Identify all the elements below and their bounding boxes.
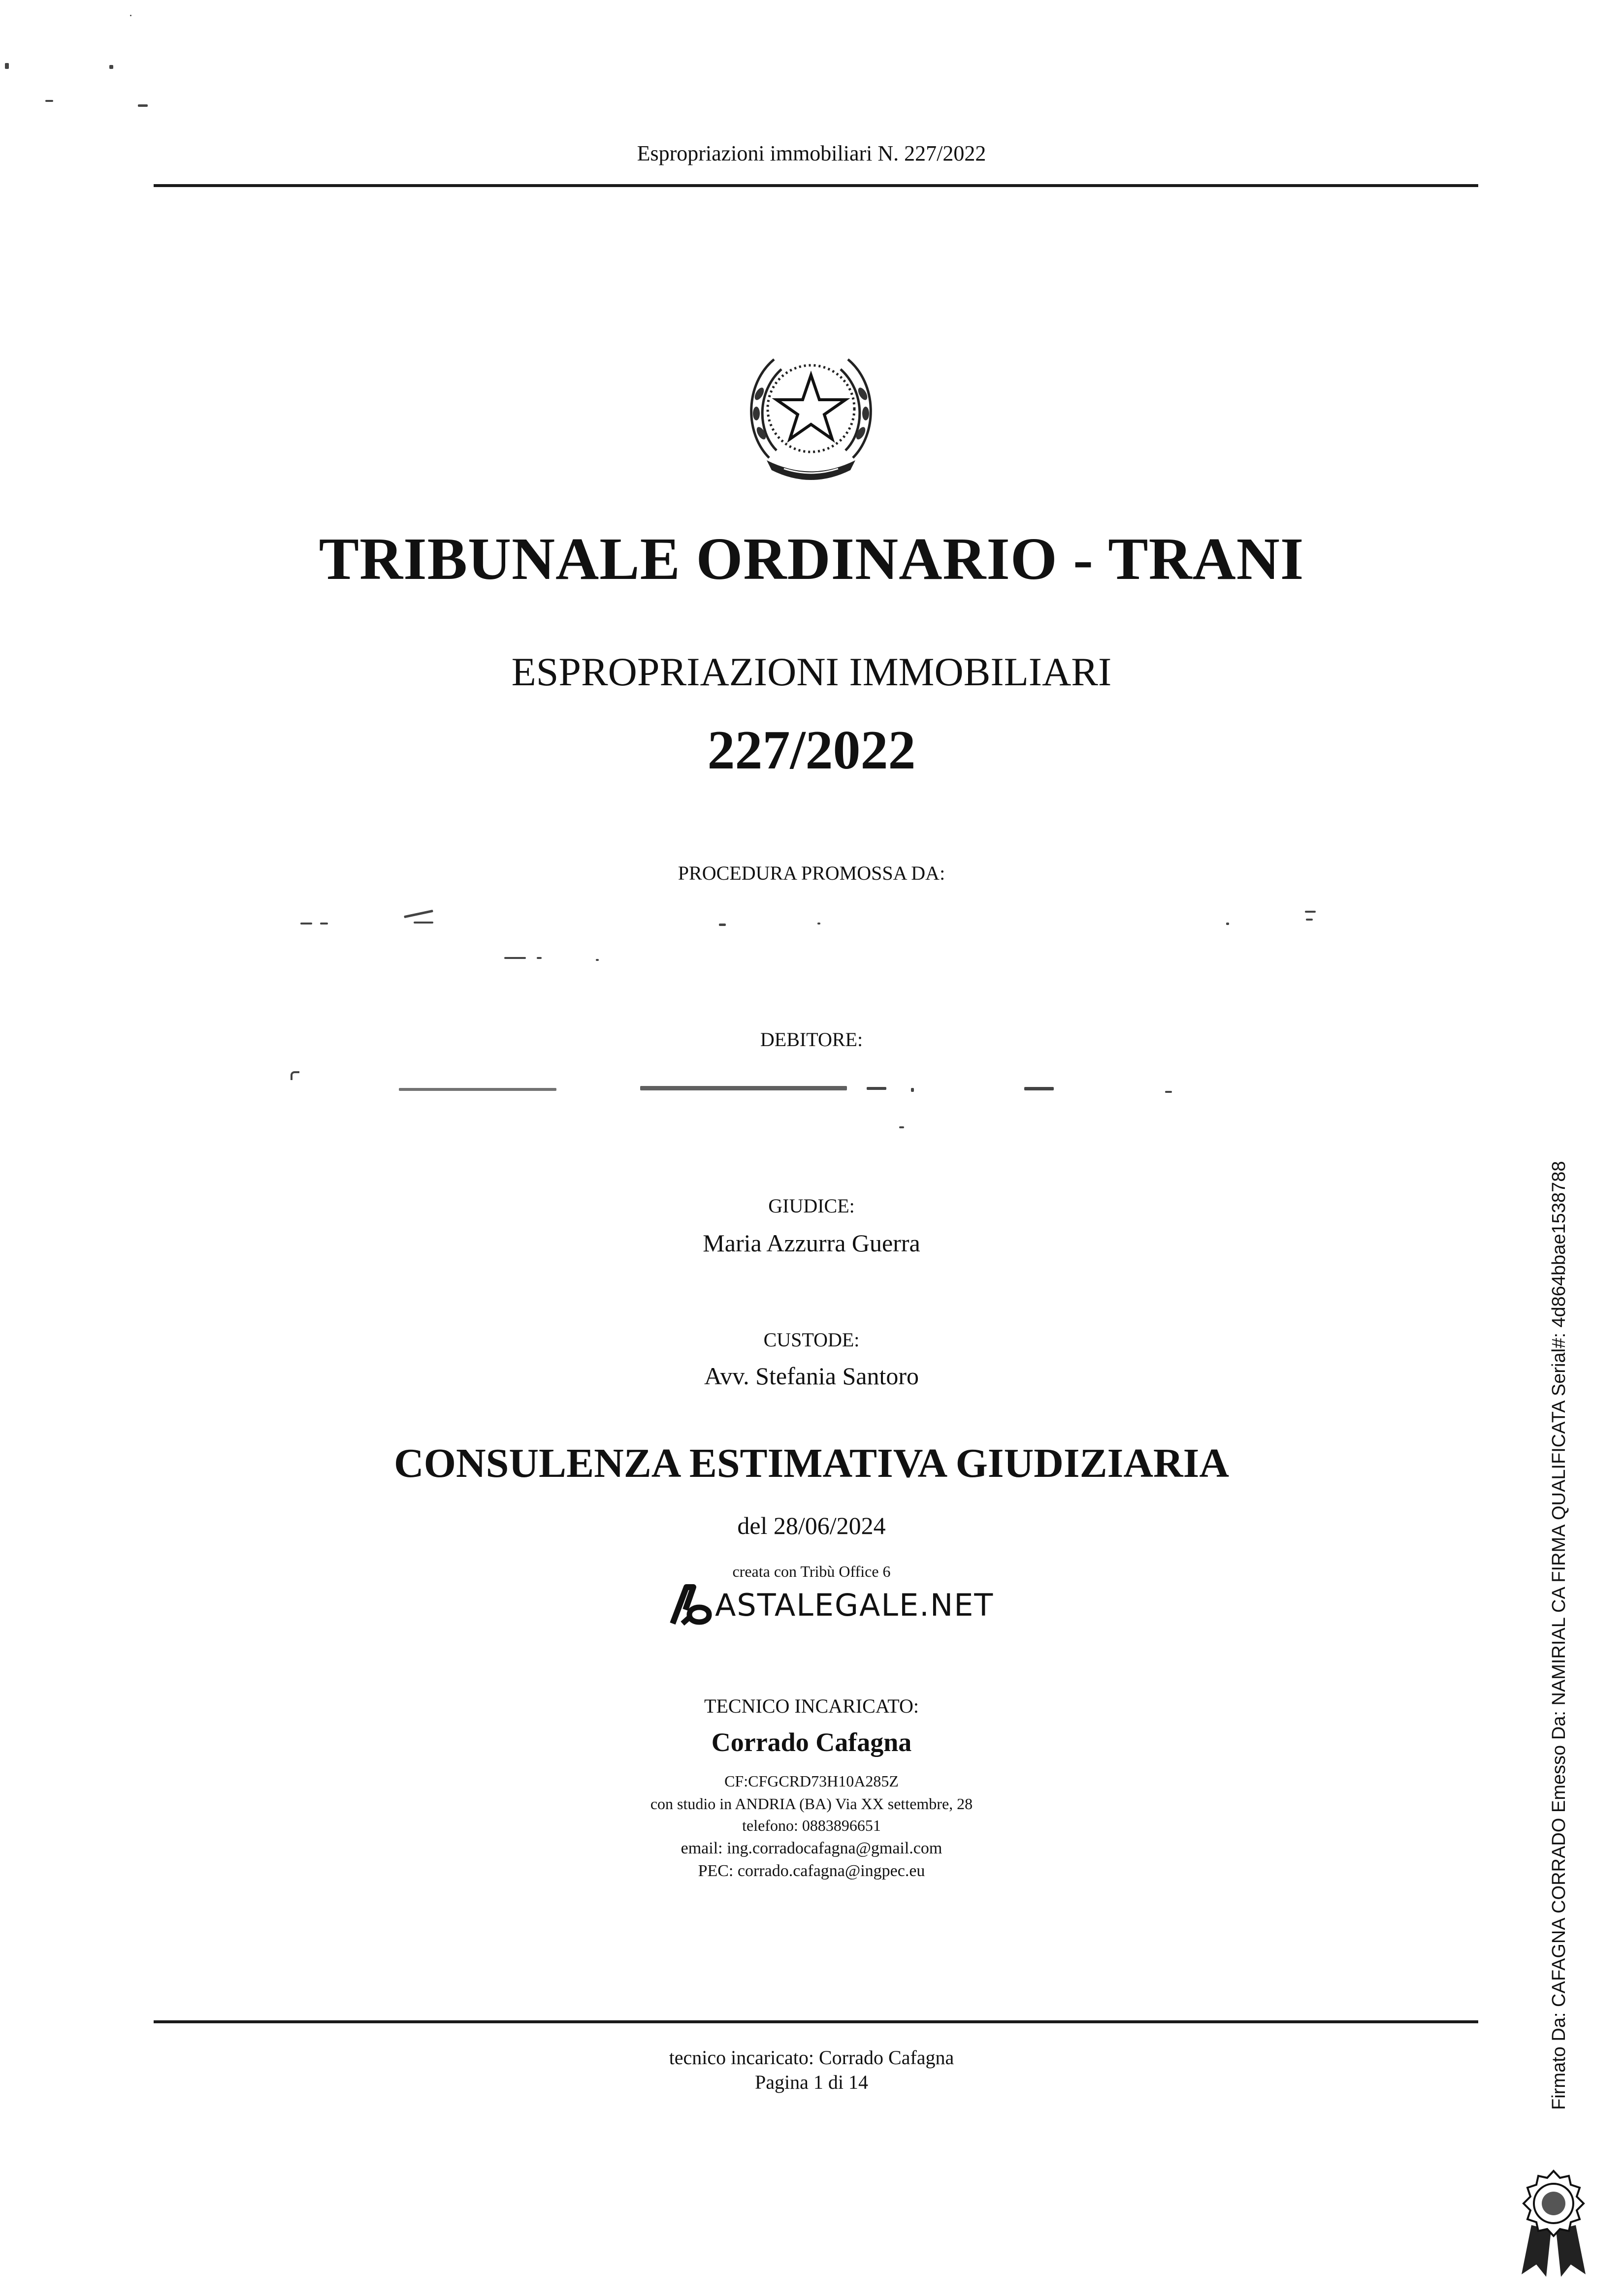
technician-email: email: ing.corradocafagna@gmail.com [681,1839,942,1857]
footer-page-number: Pagina 1 di 14 [755,2071,868,2093]
procedure-number: 227/2022 [707,720,916,781]
digital-signature-stamp: Firmato Da: CAFAGNA CORRADO Emesso Da: NAMIRIAL CA FIRMA QUALIFICATA Serial#: 4d864bbae1538788 [1549,1161,1569,2110]
redacted-debtor [286,1063,1201,1137]
procedure-type: ESPROPRIAZIONI IMMOBILIARI [511,649,1112,694]
court-title: TRIBUNALE ORDINARIO - TRANI [319,526,1304,592]
astalegale-logo-text: ASTALEGALE.NET [715,1587,994,1623]
report-title: CONSULENZA ESTIMATIVA GIUDIZIARIA [394,1440,1229,1486]
redacted-promoter [295,896,1330,965]
scan-speck [5,63,9,69]
header-divider [154,184,1478,187]
debtor-label: DEBITORE: [760,1028,863,1051]
created-with: creata con Tribù Office 6 [732,1563,891,1580]
astalegale-logo-icon [668,1580,712,1629]
technician-phone: telefono: 0883896651 [742,1817,881,1834]
technician-studio: con studio in ANDRIA (BA) Via XX settembre, 28 [650,1795,973,1813]
scan-speck [45,100,53,102]
scan-speck [109,65,113,69]
technician-label: TECNICO INCARICATO: [704,1695,919,1717]
running-header: Espropriazioni immobiliari N. 227/2022 [637,141,986,165]
custodian-name: Avv. Stefania Santoro [704,1362,919,1390]
promoter-label: PROCEDURA PROMOSSA DA: [678,862,945,884]
footer-divider [154,2020,1478,2023]
republic-emblem-icon [740,340,882,487]
custodian-label: CUSTODE: [763,1329,860,1351]
signature-seal-icon [1512,2166,1595,2279]
judge-name: Maria Azzurra Guerra [703,1229,920,1257]
scan-speck [130,15,131,16]
technician-pec: PEC: corrado.cafagna@ingpec.eu [698,1862,925,1880]
footer-technician: tecnico incaricato: Corrado Cafagna [669,2046,954,2069]
judge-label: GIUDICE: [768,1195,855,1217]
report-date: del 28/06/2024 [737,1512,886,1539]
astalegale-logo [668,1580,994,1629]
technician-cf: CF:CFGCRD73H10A285Z [724,1772,899,1790]
technician-name: Corrado Cafagna [711,1727,912,1757]
scan-speck [138,104,148,107]
